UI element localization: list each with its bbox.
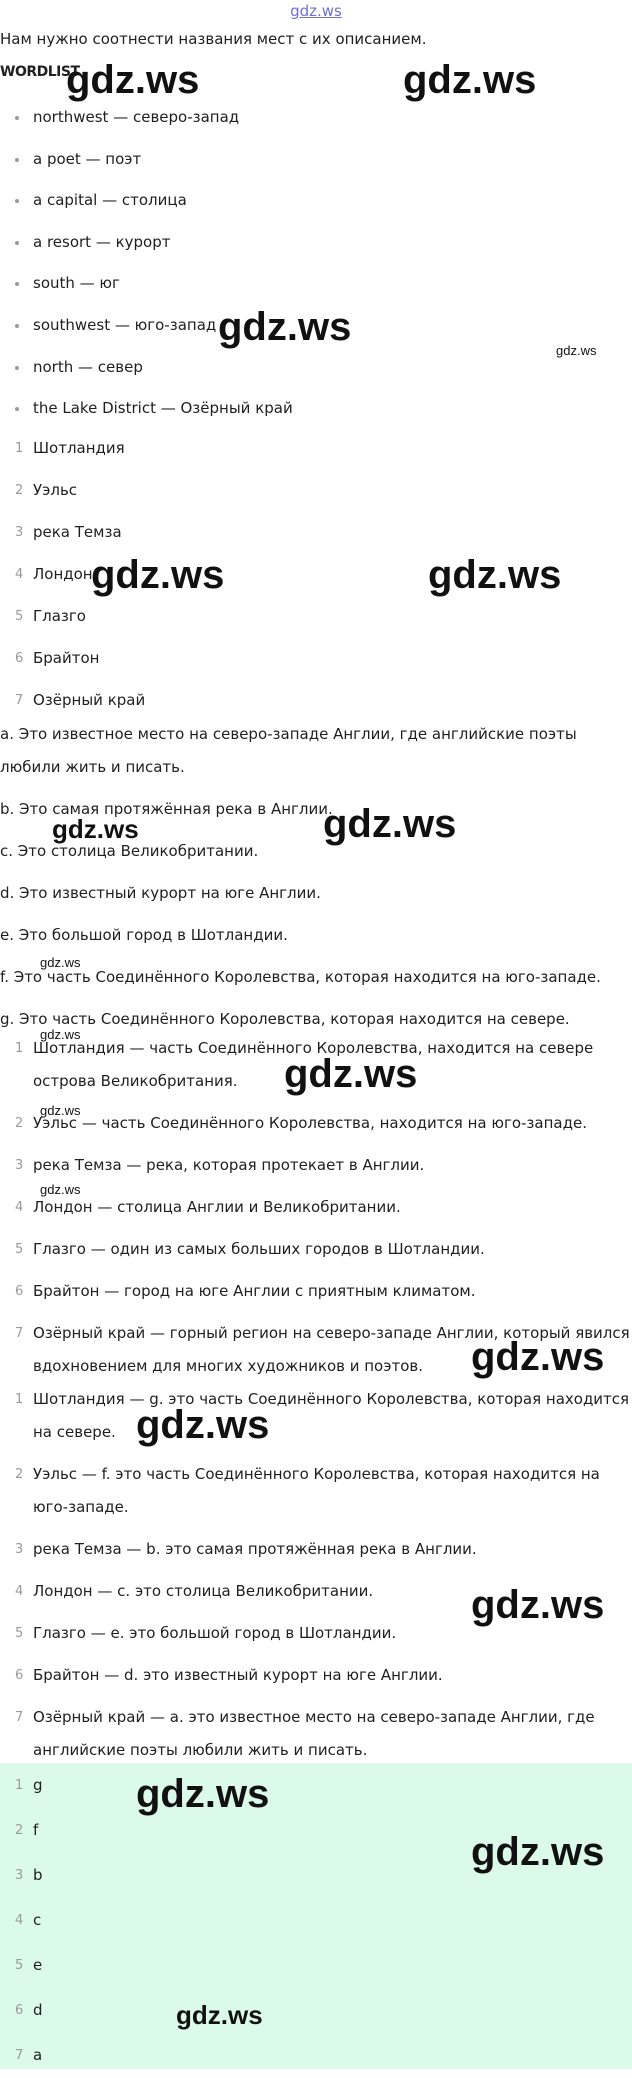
- watermark: gdz.ws: [91, 553, 225, 597]
- watermark: gdz.ws: [428, 553, 562, 597]
- explanation-item: 6 Брайтон — город на юге Англии с приятным климатом.: [15, 1282, 476, 1300]
- match-item: 1 Шотландия — g. это часть Соединённого Королевства, которая находится на севере.: [15, 1390, 630, 1441]
- watermark: gdz.ws: [40, 1027, 81, 1042]
- watermark: gdz.ws: [471, 1830, 605, 1874]
- watermark: gdz.ws: [66, 58, 200, 102]
- watermark: gdz.ws: [40, 955, 81, 970]
- description-item: c. Это столица Великобритании.: [0, 842, 259, 860]
- watermark: gdz.ws: [556, 343, 597, 358]
- match-item: 2 Уэльс — f. это часть Соединённого Королевства, которая находится на юго-западе.: [15, 1465, 600, 1516]
- match-item: 6 Брайтон — d. это известный курорт на юге Англии.: [15, 1666, 443, 1684]
- description-item: b. Это самая протяжённая река в Англии.: [0, 800, 333, 818]
- watermark: gdz.ws: [40, 1182, 81, 1197]
- place-item: 4 Лондон: [15, 565, 93, 583]
- match-item: 5 Глазго — e. это большой город в Шотландии.: [15, 1624, 397, 1642]
- match-item: 7 Озёрный край — a. это известное место на северо-западе Англии, где английские поэты любили жить и писать.: [15, 1708, 595, 1759]
- place-item: 2 Уэльс: [15, 481, 78, 499]
- description-item: d. Это известный курорт на юге Англии.: [0, 884, 321, 902]
- answer-item: 1 g: [15, 1776, 43, 1794]
- wordlist-title: WORDLIST: [0, 64, 80, 80]
- intro-text: Нам нужно соотнести названия мест с их описанием.: [0, 30, 427, 48]
- descriptions-list: [0, 718, 601, 1036]
- answer-item: 2 f: [15, 1821, 39, 1839]
- bullet-icon: [15, 116, 19, 120]
- wordlist-item: south — юг: [0, 274, 293, 316]
- watermark: gdz.ws: [218, 305, 352, 349]
- watermark: gdz.ws: [284, 1052, 418, 1096]
- description-item: a. Это известное место на северо-западе Англии, где английские поэты любили жить и писать.: [0, 725, 577, 776]
- explanation-item: 5 Глазго — один из самых больших городов в Шотландии.: [15, 1240, 485, 1258]
- wordlist-item: northwest — северо-запад: [0, 108, 293, 150]
- place-item: 7 Озёрный край: [15, 691, 146, 709]
- explanation-item: 2 Уэльс — часть Соединённого Королевства, находится на юго-западе.: [15, 1114, 587, 1132]
- explanation-item: 4 Лондон — столица Англии и Великобритании.: [15, 1198, 401, 1216]
- wordlist-item: a poet — поэт: [0, 150, 293, 192]
- answers-box: [0, 1763, 632, 2069]
- answer-item: 3 b: [15, 1866, 43, 1884]
- matches-list: [0, 1383, 629, 1768]
- answer-item: 7 a: [15, 2046, 43, 2064]
- wordlist-item: the Lake District — Озёрный край: [0, 399, 293, 441]
- watermark: gdz.ws: [136, 1772, 270, 1816]
- wordlist-item: a capital — столица: [0, 191, 293, 233]
- bullet-icon: [15, 282, 19, 286]
- explanation-item: 1 Шотландия — часть Соединённого Королевства, находится на севере острова Великобритания.: [15, 1039, 594, 1090]
- match-item: 4 Лондон — c. это столица Великобритании.: [15, 1582, 374, 1600]
- watermark: gdz.ws: [323, 802, 457, 846]
- answer-item: 5 e: [15, 1956, 43, 1974]
- bullet-icon: [15, 407, 19, 411]
- bullet-icon: [15, 366, 19, 370]
- explanation-item: 3 река Темза — река, которая протекает в Англии.: [15, 1156, 425, 1174]
- watermark: gdz.ws: [176, 2000, 263, 2030]
- place-item: 1 Шотландия: [15, 439, 125, 457]
- answer-item: 4 c: [15, 1911, 42, 1929]
- answer-item: 6 d: [15, 2001, 43, 2019]
- place-item: 6 Брайтон: [15, 649, 100, 667]
- watermark: gdz.ws: [471, 1583, 605, 1627]
- description-item: f. Это часть Соединённого Королевства, которая находится на юго-западе.: [0, 968, 601, 986]
- description-item: e. Это большой город в Шотландии.: [0, 926, 288, 944]
- watermark: gdz.ws: [471, 1335, 605, 1379]
- site-logo[interactable]: gdz.ws: [290, 2, 342, 20]
- bullet-icon: [15, 199, 19, 203]
- wordlist: [0, 108, 293, 441]
- bullet-icon: [15, 241, 19, 245]
- watermark: gdz.ws: [52, 814, 139, 844]
- wordlist-item: north — север: [0, 358, 293, 400]
- wordlist-item: southwest — юго-запад: [0, 316, 293, 358]
- explanation-item: 7 Озёрный край — горный регион на северо-западе Англии, который явился вдохновением для многих художников и поэтов.: [15, 1324, 630, 1375]
- place-item: 5 Глазго: [15, 607, 86, 625]
- match-item: 3 река Темза — b. это самая протяжённая река в Англии.: [15, 1540, 477, 1558]
- place-item: 3 река Темза: [15, 523, 122, 541]
- bullet-icon: [15, 158, 19, 162]
- watermark: gdz.ws: [40, 1103, 81, 1118]
- bullet-icon: [15, 324, 19, 328]
- wordlist-item: a resort — курорт: [0, 233, 293, 275]
- answers-list: [0, 1763, 43, 2078]
- watermark: gdz.ws: [403, 58, 537, 102]
- description-item: g. Это часть Соединённого Королевства, которая находится на севере.: [0, 1010, 570, 1028]
- watermark: gdz.ws: [136, 1403, 270, 1447]
